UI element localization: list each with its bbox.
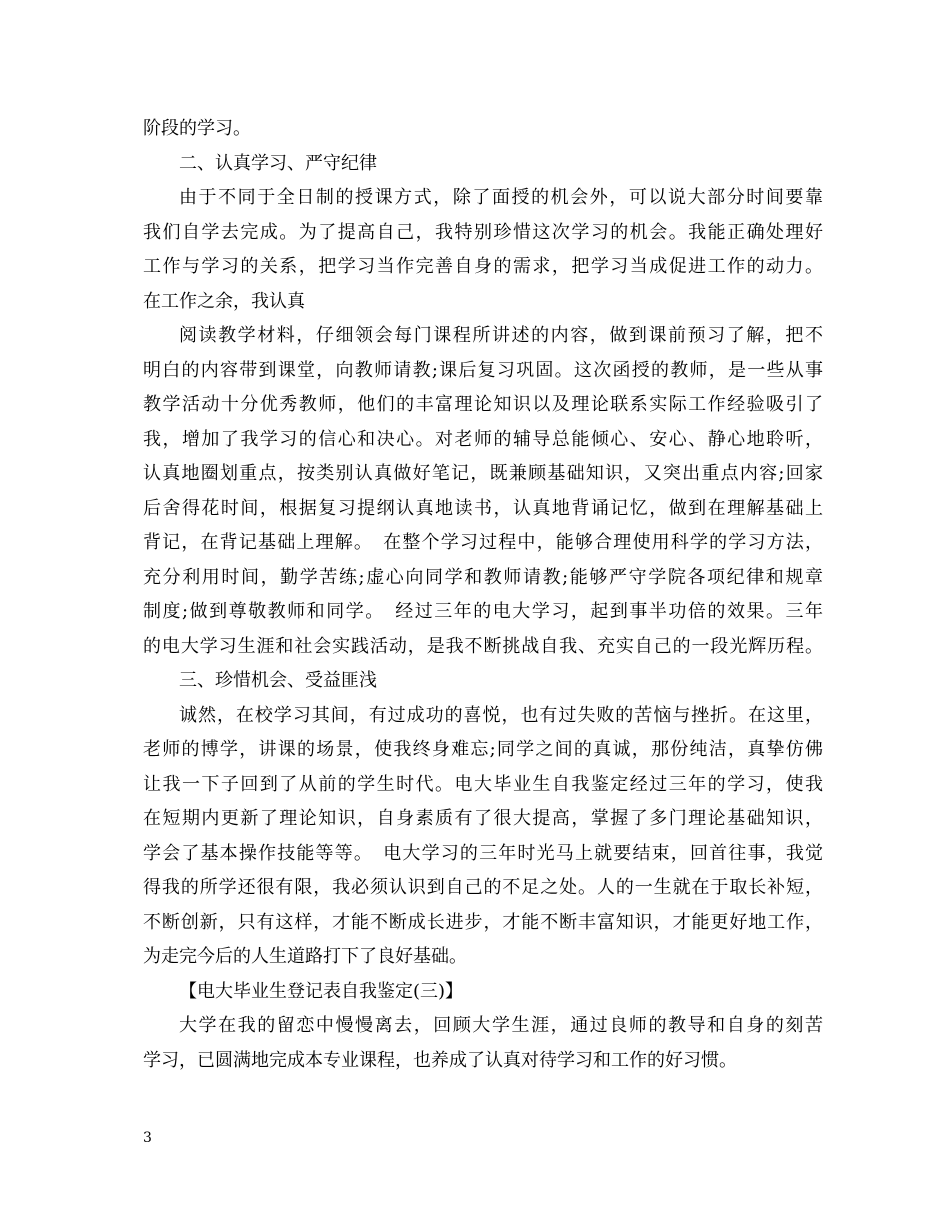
text-line: 得我的所学还很有限，我必须认识到自己的不足之处。人的一生就在于取长补短， [143, 877, 823, 898]
text-line: 为走完今后的人生道路打下了良好基础。 [143, 946, 467, 967]
text-line: 由于不同于全日制的授课方式，除了面授的机会外，可以说大部分时间要靠 [179, 187, 823, 208]
text-line: 【电大毕业生登记表自我鉴定(三)】 [179, 980, 464, 1002]
text-line: 阶段的学习。 [143, 118, 251, 139]
page-number: 3 [143, 1130, 152, 1146]
text-line: 不断创新，只有这样，才能不断成长进步，才能不断丰富知识，才能更好地工作， [143, 911, 823, 933]
text-line: 我们自学去完成。为了提高自己，我特别珍惜这次学习的机会。我能正确处理好 [143, 221, 823, 243]
text-line: 认真地圈划重点，按类别认真做好笔记，既兼顾基础知识，又突出重点内容;回家 [143, 463, 823, 484]
text-line: 学习，已圆满地完成本专业课程，也养成了认真对待学习和工作的好习惯。 [143, 1049, 737, 1071]
text-line: 三、珍惜机会、受益匪浅 [179, 670, 377, 691]
text-line: 我，增加了我学习的信心和决心。对老师的辅导总能倾心、安心、静心地聆听， [143, 428, 823, 450]
text-line: 制度;做到尊敬教师和同学。 经过三年的电大学习，起到事半功倍的效果。三年 [143, 601, 823, 622]
text-line: 二、认真学习、严守纪律 [179, 152, 377, 174]
text-line: 老师的博学，讲课的场景，使我终身难忘;同学之间的真诚，那份纯洁，真挚仿佛 [143, 739, 823, 760]
body-text [143, 112, 823, 1078]
text-line: 的电大学习生涯和社会实践活动，是我不断挑战自我、充实自己的一段光辉历程。 [143, 635, 823, 657]
text-line: 教学活动十分优秀教师，他们的丰富理论知识以及理论联系实际工作经验吸引了 [143, 394, 823, 415]
text-line: 背记，在背记基础上理解。 在整个学习过程中，能够合理使用科学的学习方法， [143, 532, 823, 553]
text-line: 诚然，在校学习其间，有过成功的喜悦，也有过失败的苦恼与挫折。在这里， [179, 704, 823, 726]
text-line: 在工作之余，我认真 [143, 290, 305, 312]
text-line: 阅读教学材料，仔细领会每门课程所讲述的内容，做到课前预习了解，把不 [179, 325, 823, 346]
text-line: 工作与学习的关系，把学习当作完善自身的需求，把学习当成促进工作的动力。 [143, 256, 823, 277]
text-line: 后舍得花时间，根据复习提纲认真地读书，认真地背诵记忆，做到在理解基础上 [143, 497, 823, 519]
text-line: 在短期内更新了理论知识，自身素质有了很大提高，掌握了多门理论基础知识， [143, 808, 823, 829]
text-line: 充分利用时间，勤学苦练;虚心向同学和教师请教;能够严守学院各项纪律和规章 [143, 566, 823, 588]
text-line: 让我一下子回到了从前的学生时代。电大毕业生自我鉴定经过三年的学习，使我 [143, 773, 823, 795]
text-line: 明白的内容带到课堂，向教师请教;课后复习巩固。这次函授的教师，是一些从事 [143, 359, 823, 381]
text-line: 学会了基本操作技能等等。 电大学习的三年时光马上就要结束，回首往事，我觉 [143, 842, 823, 864]
text-line: 大学在我的留恋中慢慢离去，回顾大学生涯，通过良师的教导和自身的刻苦 [179, 1015, 823, 1036]
